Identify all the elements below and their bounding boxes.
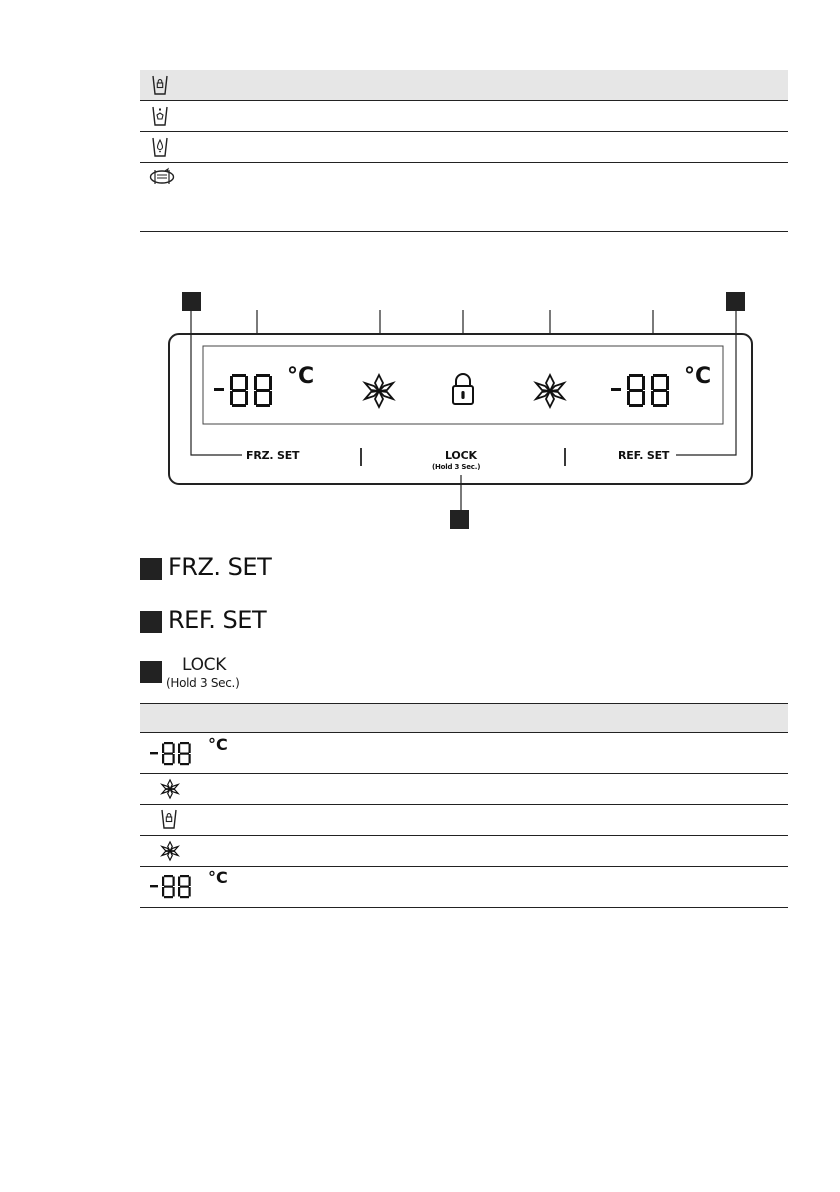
- temperature-unit: °C: [208, 868, 228, 887]
- temperature-unit: °C: [208, 735, 228, 754]
- legend-marker: [140, 558, 162, 580]
- divider: [140, 907, 788, 908]
- bottom-table-header: [140, 704, 788, 733]
- divider: [140, 703, 788, 704]
- frz-set-button[interactable]: FRZ. SET: [246, 449, 300, 462]
- water-lock-icon: [151, 74, 169, 96]
- divider: [140, 866, 788, 867]
- legend-label-lock: LOCK: [182, 655, 227, 675]
- water-ice-icon: [151, 105, 169, 127]
- water-drop-icon: [151, 136, 169, 158]
- divider: [140, 231, 788, 232]
- temperature-display-icon: [148, 873, 204, 901]
- fridge-unit: °C: [684, 364, 712, 389]
- legend-marker: [140, 661, 162, 683]
- divider: [140, 773, 788, 774]
- filter-reset-icon: [148, 166, 176, 188]
- lock-button[interactable]: LOCK: [445, 449, 477, 462]
- snowflake-icon: [160, 778, 180, 800]
- snowflake-icon: [160, 840, 180, 862]
- ref-set-button[interactable]: REF. SET: [618, 449, 670, 462]
- divider: [140, 100, 788, 101]
- legend-marker: [140, 611, 162, 633]
- divider: [140, 732, 788, 733]
- temperature-display-icon: [148, 740, 204, 768]
- legend-label-ref-set: REF. SET: [168, 606, 267, 634]
- lock-hold-hint: (Hold 3 Sec.): [432, 463, 481, 471]
- water-lock-icon: [160, 808, 178, 830]
- control-panel: [160, 300, 760, 520]
- legend-label-lock-hint: (Hold 3 Sec.): [166, 676, 240, 690]
- top-table-row-1: [140, 70, 788, 100]
- divider: [140, 131, 788, 132]
- legend-label-frz-set: FRZ. SET: [168, 553, 272, 581]
- divider: [140, 162, 788, 163]
- freezer-unit: °C: [287, 364, 315, 389]
- divider: [140, 835, 788, 836]
- divider: [140, 804, 788, 805]
